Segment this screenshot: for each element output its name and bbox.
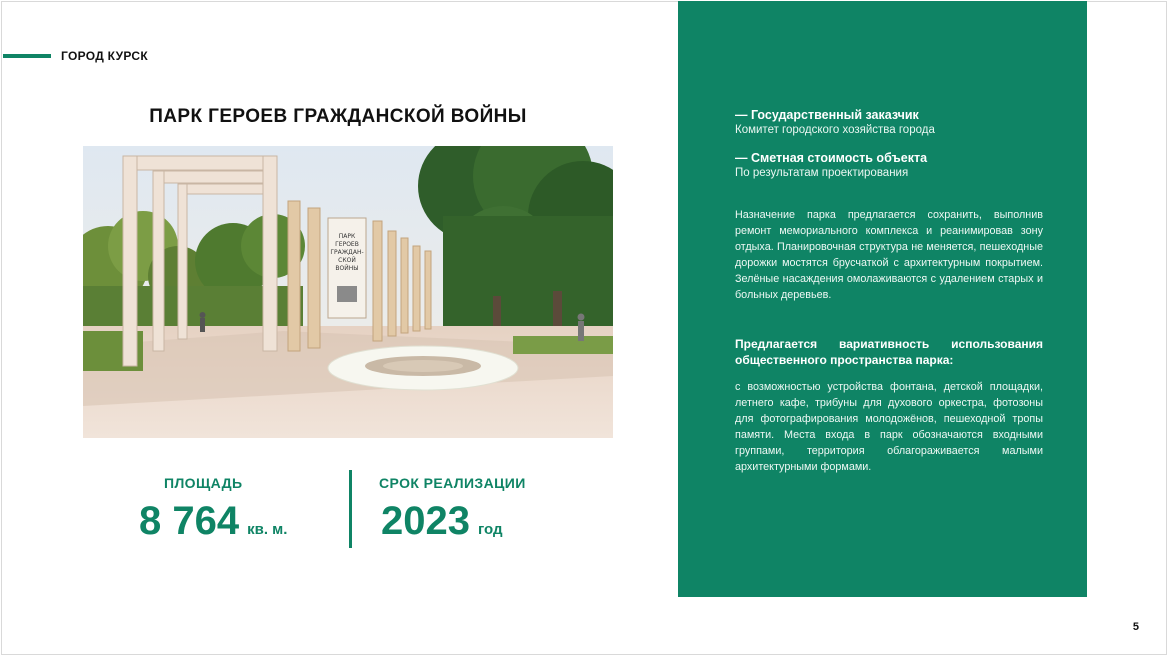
customer-heading: — Государственный заказчик (735, 108, 919, 122)
area-value-group (139, 497, 287, 545)
page-number: 5 (1132, 621, 1139, 633)
area-value: 8 764 (139, 499, 240, 543)
customer-value: Комитет городского хозяйства города (735, 124, 935, 136)
options-paragraph: с возможностью устройства фонтана, детской площадки, летнего кафе, трибуны для духового оркестра, фотозоны для фотографирования молодожёнов, пешеходной тропы памяти. Места входа в парк обозначаются входными группами, территория облагораживается малыми архитектурными формами. (735, 381, 1043, 473)
area-unit: кв. м. (247, 521, 288, 538)
svg-text:ГЕРОЕВ: ГЕРОЕВ (335, 241, 359, 248)
description-paragraph: Назначение парка предлагается сохранить, выполнив ремонт мемориального комплекса и реанимировав зону отдыха. Планировочная структура не меняется, пешеходные дорожки мостятся брусчаткой с архитектурным покрытием. Зелёные насаждения омолаживаются с удалением старых и больных деревьев. (735, 209, 1043, 301)
section-accent-bar (3, 54, 51, 58)
section-label: ГОРОД КУРСК (61, 49, 148, 63)
trees-right (418, 146, 613, 336)
options-heading: Предлагается вариативность использования общественного пространства парка: (735, 337, 1043, 367)
park-illustration (83, 146, 613, 438)
svg-text:СКОЙ: СКОЙ (338, 257, 356, 264)
park-rendering-image (83, 146, 613, 438)
page-title: ПАРК ГЕРОЕВ ГРАЖДАНСКОЙ ВОЙНЫ (149, 106, 527, 127)
flower-bed (328, 346, 518, 390)
term-unit: год (477, 521, 503, 538)
svg-text:ВОЙНЫ: ВОЙНЫ (335, 265, 359, 272)
park-sign (328, 218, 366, 318)
cost-value: По результатам проектирования (735, 167, 909, 179)
cost-heading: — Сметная стоимость объекта (735, 151, 928, 165)
svg-text:ПАРК: ПАРК (338, 233, 356, 240)
stats-divider (349, 470, 352, 548)
term-value-group (381, 497, 503, 545)
term-value: 2023 (381, 499, 470, 543)
area-label: ПЛОЩАДЬ (164, 475, 243, 491)
term-label: СРОК РЕАЛИЗАЦИИ (379, 475, 526, 491)
info-panel (678, 1, 1087, 597)
svg-text:ГРАЖДАН-: ГРАЖДАН- (330, 249, 364, 256)
